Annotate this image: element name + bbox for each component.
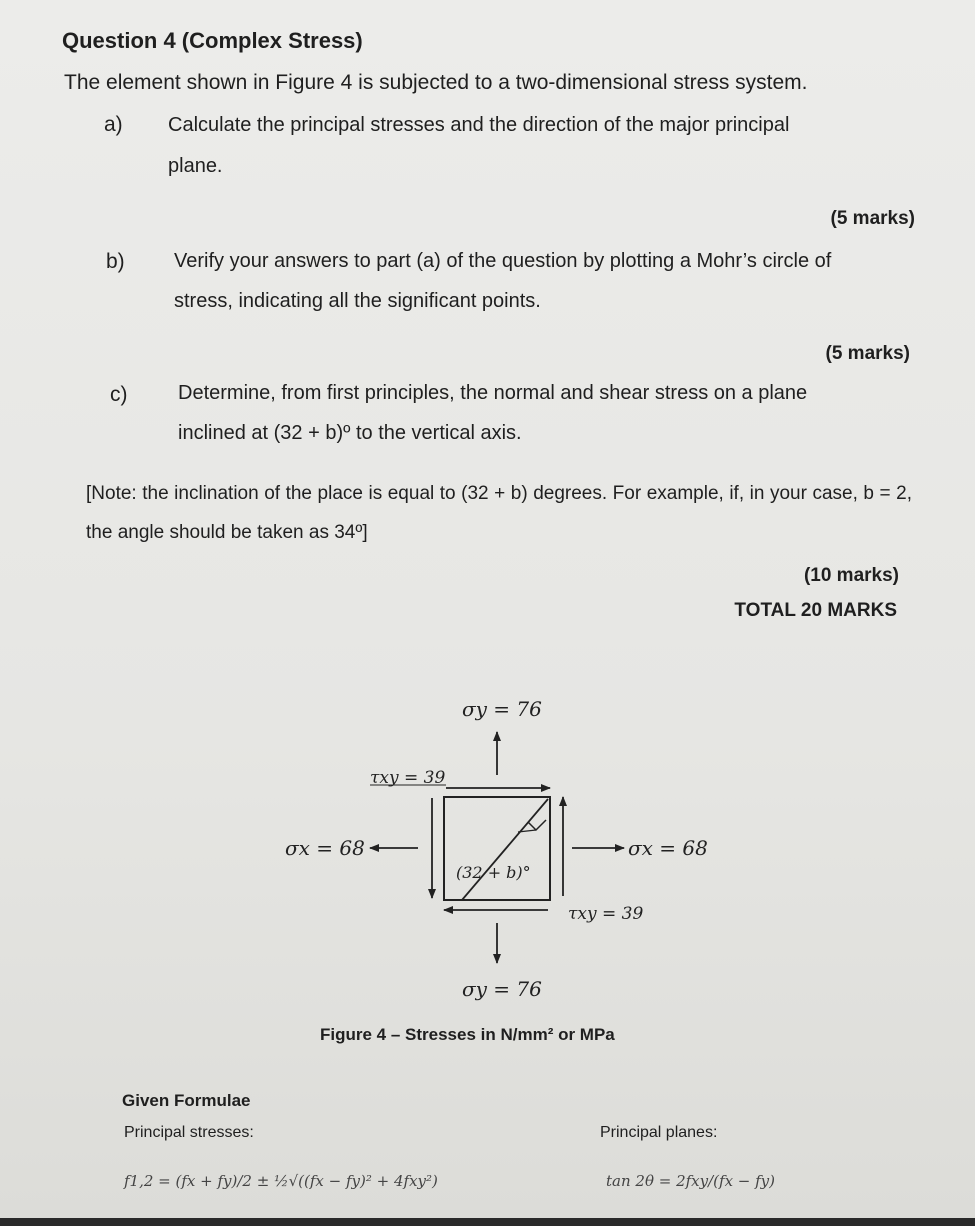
sigma-y-bottom-label: σy = 76: [462, 977, 542, 1001]
note-text: [Note: the inclination of the place is equal to (32 + b) degrees. For example, if, in your case, b = 2, the angle should be taken as 34º]: [86, 483, 912, 543]
question-intro: The element shown in Figure 4 is subjected to a two-dimensional stress system.: [64, 71, 808, 94]
part-b-label: b): [106, 250, 125, 273]
part-b-marks: (5 marks): [825, 343, 910, 364]
tau-bottom-label: τxy = 39: [568, 904, 644, 924]
bottom-border: [0, 1218, 975, 1226]
part-b-line1: Verify your answers to part (a) of the question by plotting a Mohr’s circle of: [174, 250, 832, 272]
part-a-line1: Calculate the principal stresses and the direction of the major principal: [168, 114, 790, 136]
part-a-label: a): [104, 113, 123, 136]
sigma-y-top-label: σy = 76: [462, 697, 542, 721]
figure-caption: Figure 4 – Stresses in N/mm² or MPa: [320, 1025, 615, 1044]
tau-top-label: τxy = 39: [370, 768, 446, 788]
part-c-label: c): [110, 383, 128, 406]
stress-element-square: [444, 797, 550, 900]
principal-stresses-label: Principal stresses:: [124, 1124, 254, 1141]
part-c-line1: Determine, from first principles, the normal and shear stress on a plane: [178, 382, 808, 404]
part-a-marks: (5 marks): [830, 208, 915, 229]
principal-planes-label: Principal planes:: [600, 1124, 718, 1141]
principal-planes-formula: tan 2θ = 2fxy/(fx − fy): [606, 1172, 776, 1190]
inclined-plane-line: [462, 799, 548, 900]
question-title: Question 4 (Complex Stress): [62, 28, 363, 53]
part-b-line2: stress, indicating all the significant points.: [174, 290, 541, 312]
total-marks: TOTAL 20 MARKS: [734, 600, 897, 621]
angle-label: (32 + b)°: [456, 863, 531, 882]
part-a-line2: plane.: [168, 155, 223, 177]
sigma-x-left-label: σx = 68: [285, 836, 365, 860]
sigma-x-right-label: σx = 68: [628, 836, 708, 860]
right-angle-mark: [528, 820, 546, 830]
part-c-line2: inclined at (32 + b)º to the vertical axis.: [178, 422, 522, 444]
stress-element-diagram: [0, 680, 975, 1020]
principal-stresses-formula: f1,2 = (fx + fy)/2 ± ½√((fx − fy)² + 4fxy²): [124, 1172, 438, 1190]
formulae-heading: Given Formulae: [122, 1091, 251, 1110]
part-c-marks: (10 marks): [803, 565, 899, 586]
